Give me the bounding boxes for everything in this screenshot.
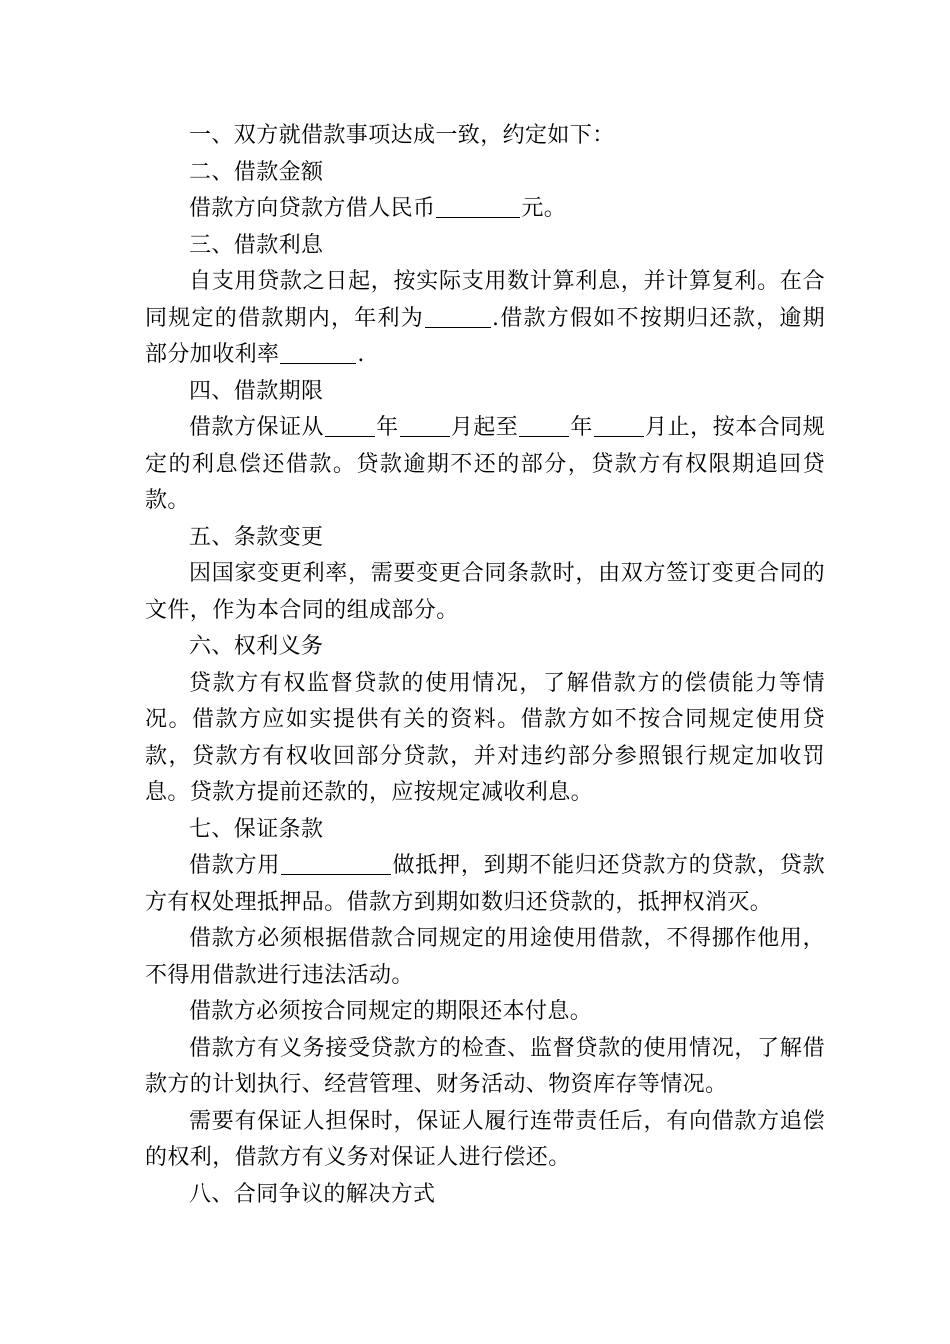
collateral-blank bbox=[281, 852, 391, 875]
section-heading-agreement: 一、双方就借款事项达成一致，约定如下： bbox=[189, 123, 615, 148]
paragraph-term bbox=[145, 410, 825, 520]
text-run: 月止，按本合同规定的利息偿还借款。贷款逾期不还的部分，贷款方有权限期追回贷款。 bbox=[145, 415, 826, 513]
paragraph-loan-amount bbox=[145, 191, 825, 228]
overdue-rate-blank bbox=[280, 341, 356, 364]
section-heading-change: 五、条款变更 bbox=[189, 524, 324, 550]
paragraph-collateral bbox=[145, 848, 825, 921]
section-heading-guarantee: 七、保证条款 bbox=[189, 816, 324, 842]
paragraph-repayment: 借款方必须按合同规定的期限还本付息。 bbox=[189, 999, 593, 1024]
paragraph-inspection: 借款方有义务接受贷款方的检查、监督贷款的使用情况，了解借款方的计划执行、经营管理、财务活动、物资库存等情况。 bbox=[145, 1035, 825, 1097]
text-run: 借款方向贷款方借人民币 bbox=[189, 196, 436, 221]
start-year-blank bbox=[325, 414, 375, 437]
paragraph-guarantor: 需要有保证人担保时，保证人履行连带责任后，有向借款方追偿的权利，借款方有义务对保证人进行偿还。 bbox=[145, 1108, 825, 1170]
text-run: 借款方用 bbox=[189, 853, 281, 878]
section-heading-dispute: 八、合同争议的解决方式 bbox=[189, 1181, 436, 1207]
paragraph-usage: 借款方必须根据借款合同规定的用途使用借款，不得挪作他用，不得用借款进行违法活动。 bbox=[145, 926, 825, 988]
annual-rate-blank bbox=[425, 305, 491, 328]
section-heading-loan-amount: 二、借款金额 bbox=[189, 159, 324, 185]
section-heading-interest: 三、借款利息 bbox=[189, 232, 324, 258]
text-run: 借款方保证从 bbox=[189, 415, 325, 440]
text-run: 做抵押，到期不能归还贷款方的贷款，贷款方有权处理抵押品。借款方到期如数归还贷款的，抵押权消灭。 bbox=[145, 853, 825, 915]
text-run: 自支用贷款之日起，按实际支用数计算利息，并计算复利。在合同规定的借款期内，年利为 bbox=[145, 269, 825, 331]
start-month-blank bbox=[400, 414, 450, 437]
end-year-blank bbox=[519, 414, 569, 437]
section-heading-rights: 六、权利义务 bbox=[189, 634, 324, 659]
amount-blank bbox=[436, 195, 520, 218]
text-run: 年 bbox=[376, 415, 399, 440]
paragraph-interest bbox=[145, 264, 825, 374]
paragraph-rights: 贷款方有权监督贷款的使用情况，了解借款方的偿债能力等情况。借款方应如实提供有关的资料。借款方如不按合同规定使用贷款，贷款方有权收回部分贷款，并对违约部分参照银行规定加收罚息。贷款方提前还款的，应按规定减收利息。 bbox=[145, 670, 825, 805]
text-run: 年 bbox=[570, 415, 593, 440]
section-heading-term: 四、借款期限 bbox=[189, 378, 324, 404]
text-run: . bbox=[357, 342, 365, 367]
end-month-blank bbox=[594, 414, 644, 437]
document-body bbox=[145, 118, 825, 1213]
text-run: .借款方假如不按期归还款，逾期部分加收利率 bbox=[145, 305, 825, 367]
text-run: 元。 bbox=[521, 196, 567, 221]
paragraph-change: 因国家变更利率，需要变更合同条款时，由双方签订变更合同的文件，作为本合同的组成部分。 bbox=[145, 561, 825, 623]
text-run: 月起至 bbox=[450, 415, 519, 440]
